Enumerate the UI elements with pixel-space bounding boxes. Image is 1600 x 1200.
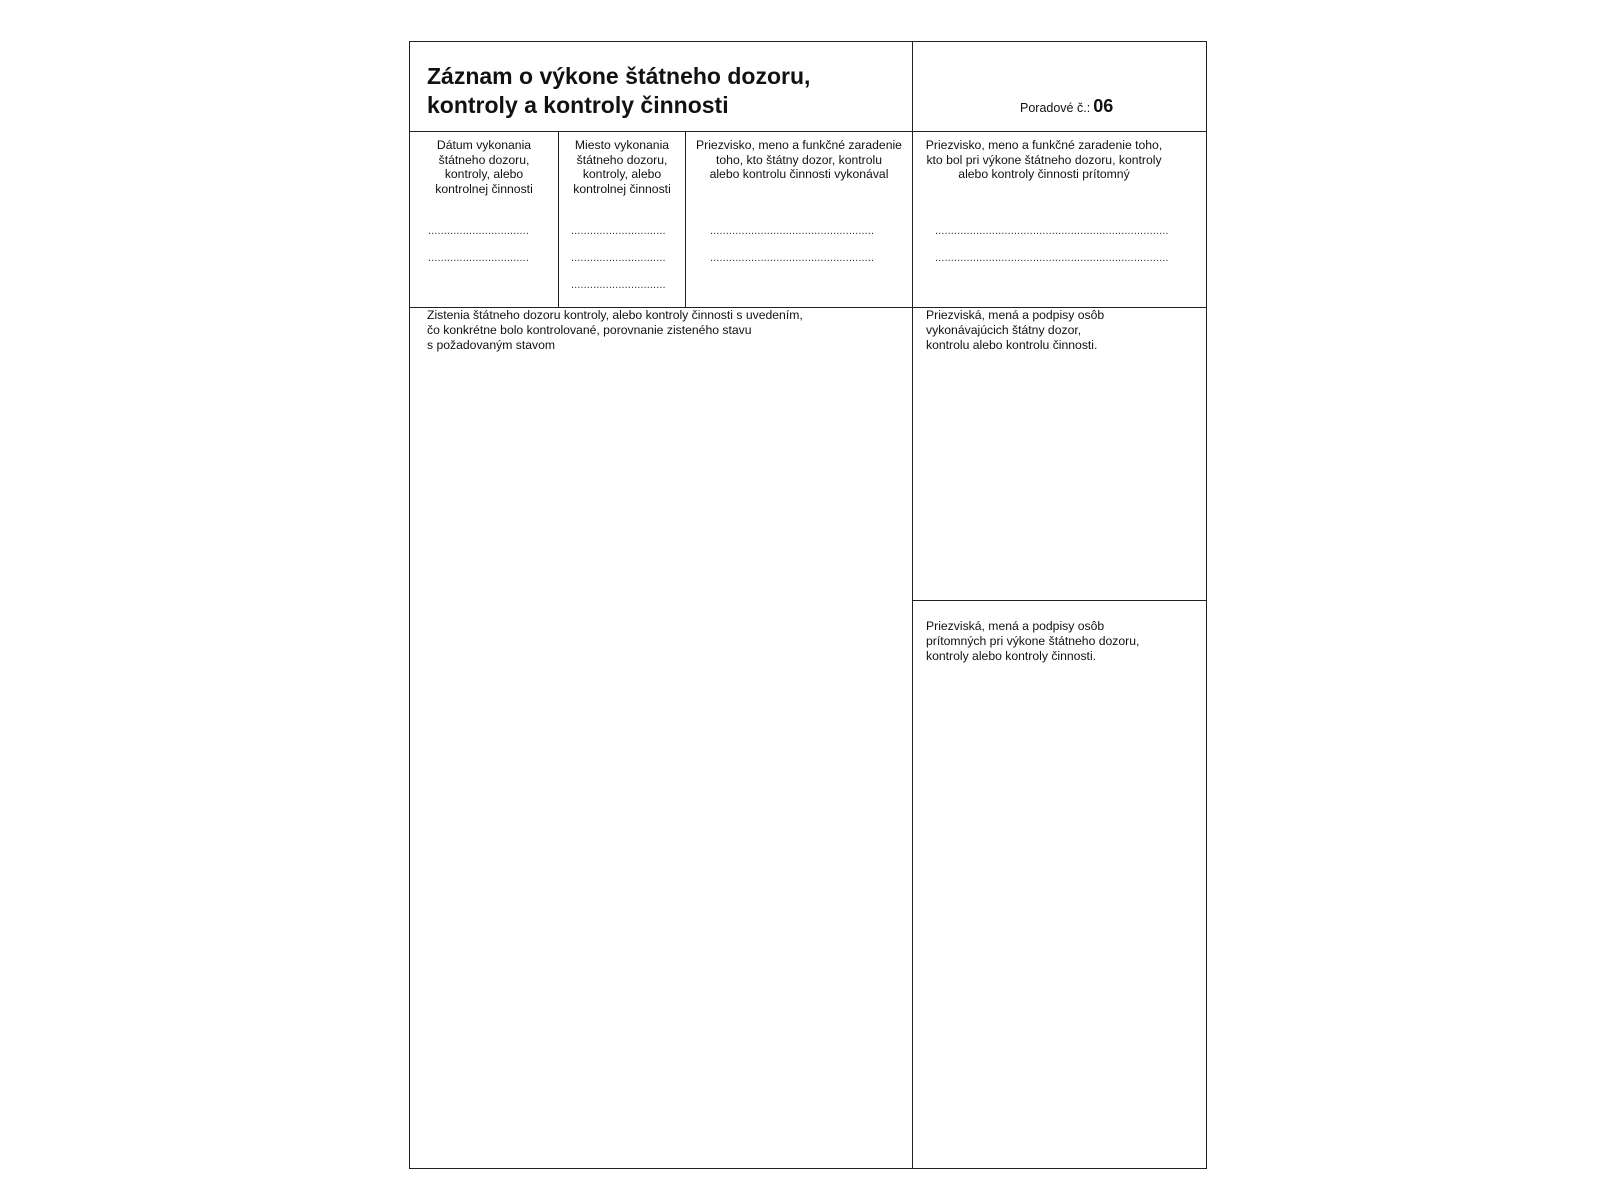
inspectors-signatures-area[interactable] bbox=[914, 360, 1205, 598]
col1-divider bbox=[558, 131, 559, 307]
col2-divider bbox=[685, 131, 686, 307]
present-signatures-area[interactable] bbox=[914, 670, 1205, 1166]
place-line-1[interactable]: .............................. bbox=[571, 225, 666, 237]
present-signatures-heading: Priezviská, mená a podpisy osôb prítomných pri výkone štátneho dozoru, kontroly alebo kontroly činnosti. bbox=[926, 619, 1140, 663]
present-person-line-2[interactable]: .......................................................................... bbox=[935, 252, 1169, 264]
serial-number bbox=[1020, 96, 1113, 117]
signature-divider bbox=[912, 600, 1206, 601]
place-line-3[interactable]: .............................. bbox=[571, 279, 666, 291]
present-person-column-heading: Priezvisko, meno a funkčné zaradenie toho, kto bol pri výkone štátneho dozoru, kontroly alebo kontroly činnosti prítomný bbox=[925, 138, 1163, 181]
inspection-record-form bbox=[409, 41, 1207, 1169]
inspector-line-2[interactable]: .................................................... bbox=[710, 252, 875, 264]
place-column-heading: Miesto vykonania štátneho dozoru, kontroly, alebo kontrolnej činnosti bbox=[573, 138, 671, 196]
date-line-1[interactable]: ................................ bbox=[428, 225, 529, 237]
inspector-line-1[interactable]: .................................................... bbox=[710, 225, 875, 237]
serial-value: 06 bbox=[1093, 96, 1114, 116]
place-line-2[interactable]: .............................. bbox=[571, 252, 666, 264]
inspector-column-heading: Priezvisko, meno a funkčné zaradenie toho, kto štátny dozor, kontrolu alebo kontrolu činnosti vykonával bbox=[696, 138, 902, 181]
serial-label: Poradové č.: bbox=[1020, 101, 1091, 115]
date-column-heading: Dátum vykonania štátneho dozoru, kontroly, alebo kontrolnej činnosti bbox=[435, 138, 533, 196]
main-vertical-divider bbox=[912, 42, 913, 1168]
findings-area[interactable] bbox=[411, 360, 911, 1166]
present-person-line-1[interactable]: .......................................................................... bbox=[935, 225, 1169, 237]
inspectors-signatures-heading: Priezviská, mená a podpisy osôb vykonávajúcich štátny dozor, kontrolu alebo kontrolu činnosti. bbox=[926, 308, 1105, 352]
form-title: Záznam o výkone štátneho dozoru, kontroly a kontroly činnosti bbox=[427, 63, 811, 118]
header-divider bbox=[410, 131, 1206, 132]
findings-section-heading: Zistenia štátneho dozoru kontroly, alebo kontroly činnosti s uvedením, čo konkrétne bolo kontrolované, porovnanie zisteného stavu s požadovaným stavom bbox=[427, 308, 803, 352]
date-line-2[interactable]: ................................ bbox=[428, 252, 529, 264]
